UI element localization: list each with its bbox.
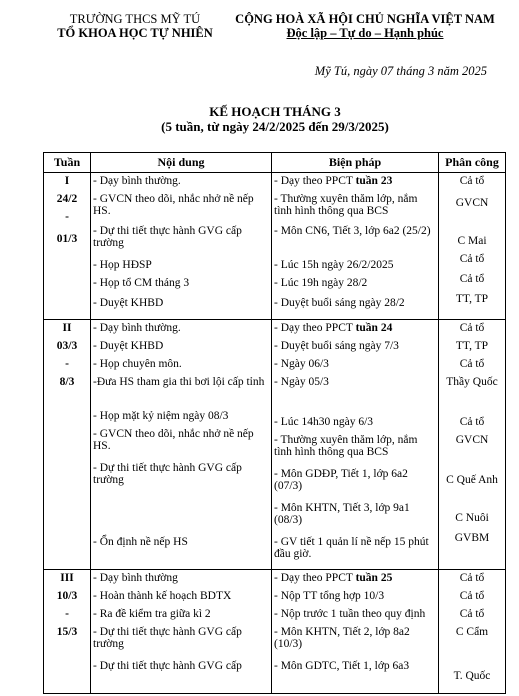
motto [220,26,510,40]
week-start: 24/2 [56,193,78,205]
measures-cell [272,173,439,320]
doc-subtitle: (5 tuần, từ ngày 24/2/2025 đến 29/3/2025) [161,119,389,134]
list-item [274,322,436,334]
list-item: - Lúc 15h ngày 26/2/2025 [274,259,394,271]
list-item: - GVCN theo dõi, nhắc nhở nề nếp HS. [93,428,254,453]
content-cell [91,173,272,320]
list-item: -Đưa HS tham gia thi bơi lội cấp tỉnh [93,376,265,388]
list-item: - Ngày 05/3 [274,376,329,388]
list-item: - Dự thi tiết thực hành GVG cấp trường [93,462,242,487]
list-item: C Mai [457,235,487,247]
list-item: - Duyệt KHBD [93,297,164,309]
list-item: T. Quốc [453,670,491,682]
list-item: - Dự thi tiết thực hành GVG cấp [93,660,242,672]
header-week: Tuần [44,153,91,173]
list-item: - Môn KHTN, Tiết 3, lớp 9a1 (08/3) [274,502,410,527]
list-item: - GV tiết 1 quản lí nề nếp 15 phút đầu giờ. [274,536,429,561]
list-item: - Ổn định nề nếp HS [93,536,188,548]
list-item [274,572,436,584]
list-item: - Họp HĐSP [93,259,152,271]
week-number: I [64,175,70,187]
doc-title: KẾ HOẠCH THÁNG 3 [209,104,341,119]
list-item: - Họp tổ CM tháng 3 [93,277,190,289]
list-item: C Quế Anh [446,474,498,486]
list-item: - Nộp TT tổng hợp 10/3 [274,590,385,602]
assign-cell [439,173,506,320]
header-assignment: Phân công [439,153,506,173]
week-dash: - [65,211,69,223]
week-cell [44,320,91,570]
list-item: - Duyệt KHBD [93,340,164,352]
list-item: - Môn CN6, Tiết 3, lớp 6a2 (25/2) [274,225,431,237]
list-item: - Dạy bình thường. [93,322,181,334]
content-cell [91,570,272,694]
week-start: 10/3 [56,590,78,602]
measure-week: tuần 25 [355,572,393,584]
list-item: Cả tổ [459,590,485,602]
list-item: GVCN [455,197,489,209]
list-item: Cả tổ [459,608,485,620]
measure-prefix: - Dạy theo PPCT [274,572,356,584]
list-item: - Duyệt buổi sáng ngày 28/2 [274,297,405,309]
plan-table [43,152,506,694]
list-item: GVCN [455,434,489,446]
table-row [44,570,506,694]
list-item: Cả tổ [459,273,485,285]
list-item: C Cẩm [455,626,489,638]
table-row [44,320,506,570]
list-item: - Nộp trước 1 tuần theo quy định [274,608,426,620]
header-measures: Biện pháp [272,153,439,173]
list-item: C Nuôi [455,512,489,524]
list-item: - Họp chuyên môn. [93,358,182,370]
list-item: Thầy Quốc [446,376,498,388]
list-item: Cả tổ [459,416,485,428]
nation-title: CỘNG HOÀ XÃ HỘI CHỦ NGHĨA VIỆT NAM [235,12,495,26]
motto-text: Độc lập – Tự do – Hạnh phúc [286,26,444,40]
measure-week: tuần 23 [355,175,393,187]
list-item: GVBM [454,532,490,544]
list-item: - Dạy bình thường [93,572,178,584]
week-cell [44,570,91,694]
list-item: TT, TP [455,293,489,305]
list-item [274,175,436,187]
list-item: - Lúc 14h30 ngày 6/3 [274,416,374,428]
list-item: - Họp mặt kỷ niệm ngày 08/3 [93,410,229,422]
table-row [44,173,506,320]
list-item: Cả tổ [459,253,485,265]
content-cell [91,320,272,570]
department-name: TỔ KHOA HỌC TỰ NHIÊN [57,26,213,40]
school-name: TRƯỜNG THCS MỸ TÚ [69,12,201,26]
list-item: - GVCN theo dõi, nhắc nhở nề nếp HS. [93,193,254,218]
list-item: Cả tổ [459,572,485,584]
week-dash: - [65,358,69,370]
list-item: - Thường xuyên thăm lớp, nắm tình hình thông qua BCS [274,193,418,218]
assign-cell [439,320,506,570]
assign-cell [439,570,506,694]
list-item: - Môn GDTC, Tiết 1, lớp 6a3 [274,660,410,672]
measure-week: tuần 24 [355,322,393,334]
list-item: - Lúc 19h ngày 28/2 [274,277,368,289]
list-item: - Duyệt buổi sáng ngày 7/3 [274,340,399,352]
list-item: - Hoàn thành kế hoạch BDTX [93,590,232,602]
week-number: III [60,572,74,584]
list-item: - Dự thi tiết thực hành GVG cấp trường [93,225,242,250]
list-item: - Môn GDĐP, Tiết 1, lớp 6a2 (07/3) [274,468,408,493]
list-item: - Môn KHTN, Tiết 2, lớp 8a2 (10/3) [274,626,410,651]
place-date: Mỹ Tú, ngày 07 tháng 3 năm 2025 [314,64,487,78]
table-header-row [44,153,506,173]
week-end: 01/3 [56,233,78,245]
measures-cell [272,320,439,570]
list-item: Cả tổ [459,322,485,334]
header-content: Nội dung [91,153,272,173]
list-item: - Dự thi tiết thực hành GVG cấp trường [93,626,242,651]
week-start: 03/3 [56,340,78,352]
list-item: TT, TP [455,340,489,352]
list-item: Cả tổ [459,358,485,370]
week-cell [44,173,91,320]
list-item: Cả tổ [459,175,485,187]
measure-prefix: - Dạy theo PPCT [274,175,356,187]
measures-cell [272,570,439,694]
list-item: - Ngày 06/3 [274,358,329,370]
week-number: II [62,322,72,334]
list-item: - Dạy bình thường. [93,175,181,187]
list-item: - Ra đề kiểm tra giữa kì 2 [93,608,211,620]
week-dash: - [65,608,69,620]
week-end: 15/3 [56,626,78,638]
week-end: 8/3 [59,376,75,388]
list-item: - Thường xuyên thăm lớp, nắm tình hình thông qua BCS [274,434,418,459]
measure-prefix: - Dạy theo PPCT [274,322,356,334]
